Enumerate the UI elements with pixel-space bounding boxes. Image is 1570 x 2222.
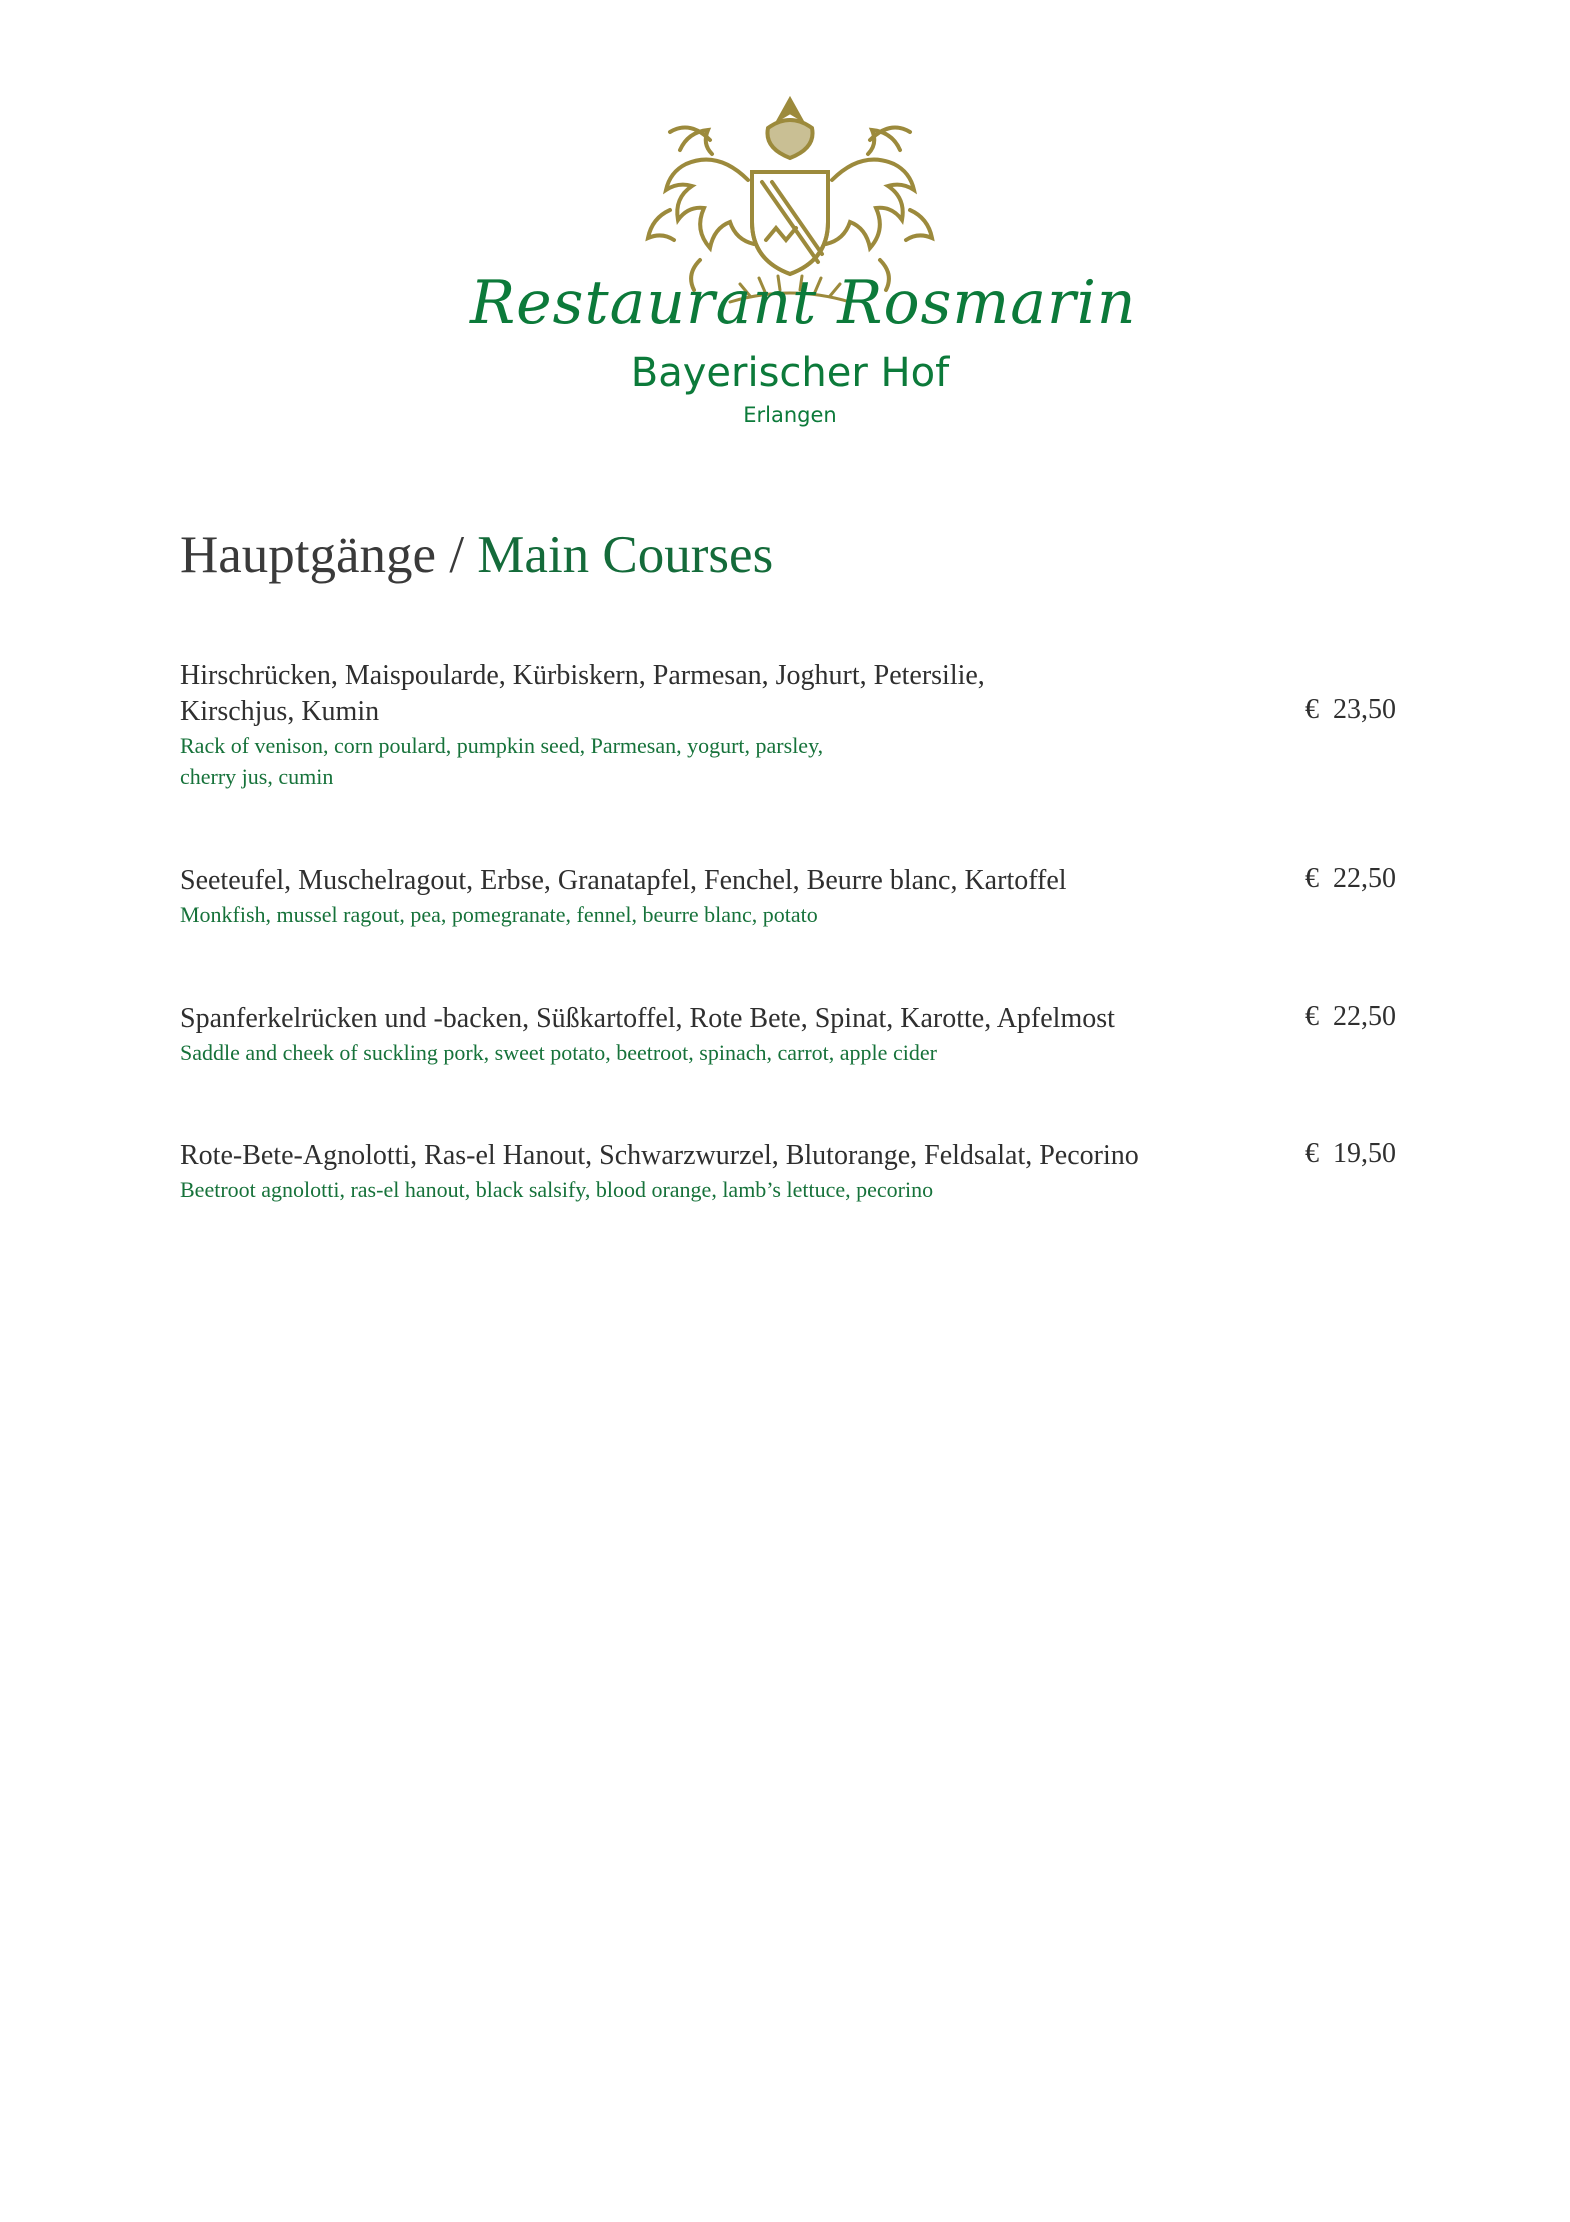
- menu-item: [180, 1001, 1410, 1068]
- price-value: 23,50: [1333, 694, 1396, 725]
- dish-price: [1305, 694, 1396, 726]
- currency-symbol: €: [1305, 1138, 1319, 1169]
- dish-english: Rack of venison, corn poulard, pumpkin seed, Parmesan, yogurt, parsley, cherry jus, cumin: [180, 733, 824, 789]
- dish-german: Seeteufel, Muschelragout, Erbse, Granatapfel, Fenchel, Beurre blanc, Kartoffel: [180, 865, 1067, 896]
- page-title-german: Hauptgänge /: [180, 526, 465, 584]
- price-value: 22,50: [1333, 863, 1396, 894]
- restaurant-name: Restaurant Rosmarin: [470, 268, 1137, 338]
- price-value: 22,50: [1333, 1001, 1396, 1032]
- price-value: 19,50: [1333, 1138, 1396, 1169]
- dish-english: Monkfish, mussel ragout, pea, pomegranate, fennel, beurre blanc, potato: [180, 902, 818, 927]
- hotel-name: Bayerischer Hof: [630, 350, 950, 396]
- currency-symbol: €: [1305, 863, 1319, 894]
- dish-price: [1305, 863, 1396, 895]
- city-name: Erlangen: [743, 403, 837, 427]
- menu-item: [180, 1138, 1410, 1205]
- dish-english: Saddle and cheek of suckling pork, sweet potato, beetroot, spinach, carrot, apple cider: [180, 1040, 937, 1065]
- currency-symbol: €: [1305, 1001, 1319, 1032]
- dish-german: Hirschrücken, Maispoularde, Kürbiskern, Parmesan, Joghurt, Petersilie, Kirschjus, Kumin: [180, 660, 985, 727]
- dish-price: [1305, 1138, 1396, 1170]
- restaurant-logo: [470, 90, 1137, 440]
- menu-item: [180, 863, 1410, 930]
- page-title: [180, 525, 773, 585]
- menu-item: [180, 658, 1410, 792]
- dish-english: Beetroot agnolotti, ras-el hanout, black salsify, blood orange, lamb’s lettuce, pecorino: [180, 1177, 934, 1202]
- currency-symbol: €: [1305, 694, 1319, 725]
- dish-german: Spanferkelrücken und -backen, Süßkartoffel, Rote Bete, Spinat, Karotte, Apfelmost: [180, 1003, 1115, 1034]
- page-title-english: Main Courses: [477, 526, 774, 584]
- dish-price: [1305, 1001, 1396, 1033]
- dish-german: Rote-Bete-Agnolotti, Ras-el Hanout, Schwarzwurzel, Blutorange, Feldsalat, Pecorino: [180, 1140, 1139, 1171]
